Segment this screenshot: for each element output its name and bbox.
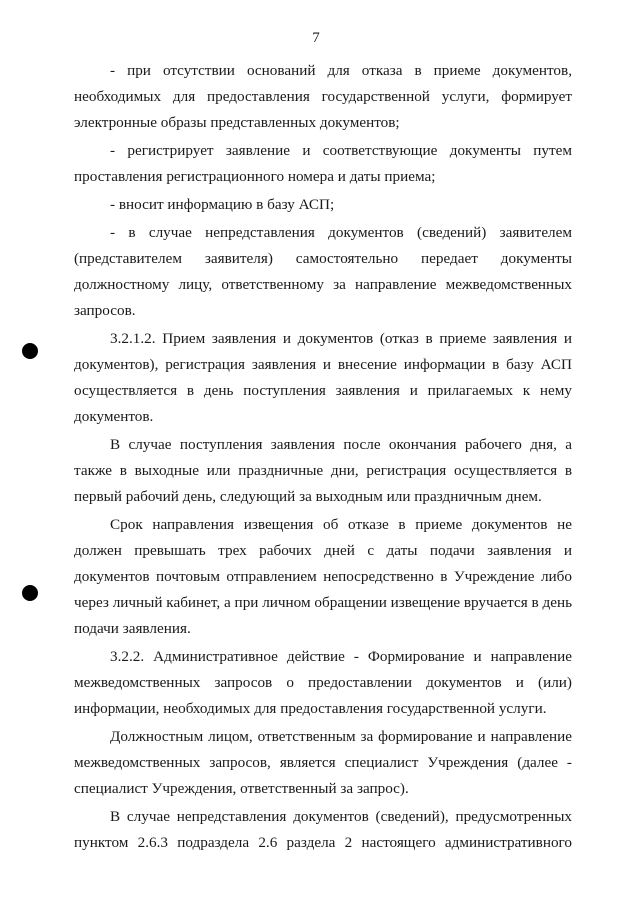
paragraph: 3.2.2. Административное действие - Формирование и направление межведомственных запросов о предоставлении документов и (или) информации, необходимых для предоставления государственной услуги. [74, 648, 572, 717]
paragraph: - вносит информацию в базу АСП; [110, 196, 335, 213]
paragraph: - регистрирует заявление и соответствующие документы путем проставления регистрационного номера и даты приема; [74, 142, 572, 185]
document-body [74, 58, 572, 858]
paragraph: 3.2.1.2. Прием заявления и документов (отказ в приеме заявления и документов), регистрация заявления и внесение информации в базу АСП осуществляется в день поступления заявления и прилагаемых к нему документов. [74, 330, 572, 425]
paragraph: - в случае непредставления документов (сведений) заявителем (представителем заявителя) самостоятельно передает документы должностному лицу, ответственному за направление межведомственных запросов. [74, 224, 572, 319]
paragraph: - при отсутствии оснований для отказа в приеме документов, необходимых для предоставления государственной услуги, формирует электронные образы представленных документов; [74, 62, 572, 131]
paragraph: В случае непредставления документов (сведений), предусмотренных пунктом 2.6.3 подраздела 2.6 раздела 2 настоящего административного [74, 808, 572, 851]
punch-hole-mark [22, 585, 38, 601]
page-number: 7 [312, 30, 320, 46]
paragraph: Срок направления извещения об отказе в приеме документов не должен превышать трех рабочих дней с даты подачи заявления и документов почтовым отправлением непосредственно в Учреждение либо через личный кабинет, а при личном обращении извещение вручается в день подачи заявления. [74, 516, 572, 637]
paragraph: Должностным лицом, ответственным за формирование и направление межведомственных запросов, является специалист Учреждения (далее - специалист Учреждения, ответственный за запрос). [74, 728, 572, 797]
paragraph: В случае поступления заявления после окончания рабочего дня, а также в выходные или праздничные дни, регистрация осуществляется в первый рабочий день, следующий за выходным или праздничным днем. [74, 436, 572, 505]
punch-hole-mark [22, 343, 38, 359]
